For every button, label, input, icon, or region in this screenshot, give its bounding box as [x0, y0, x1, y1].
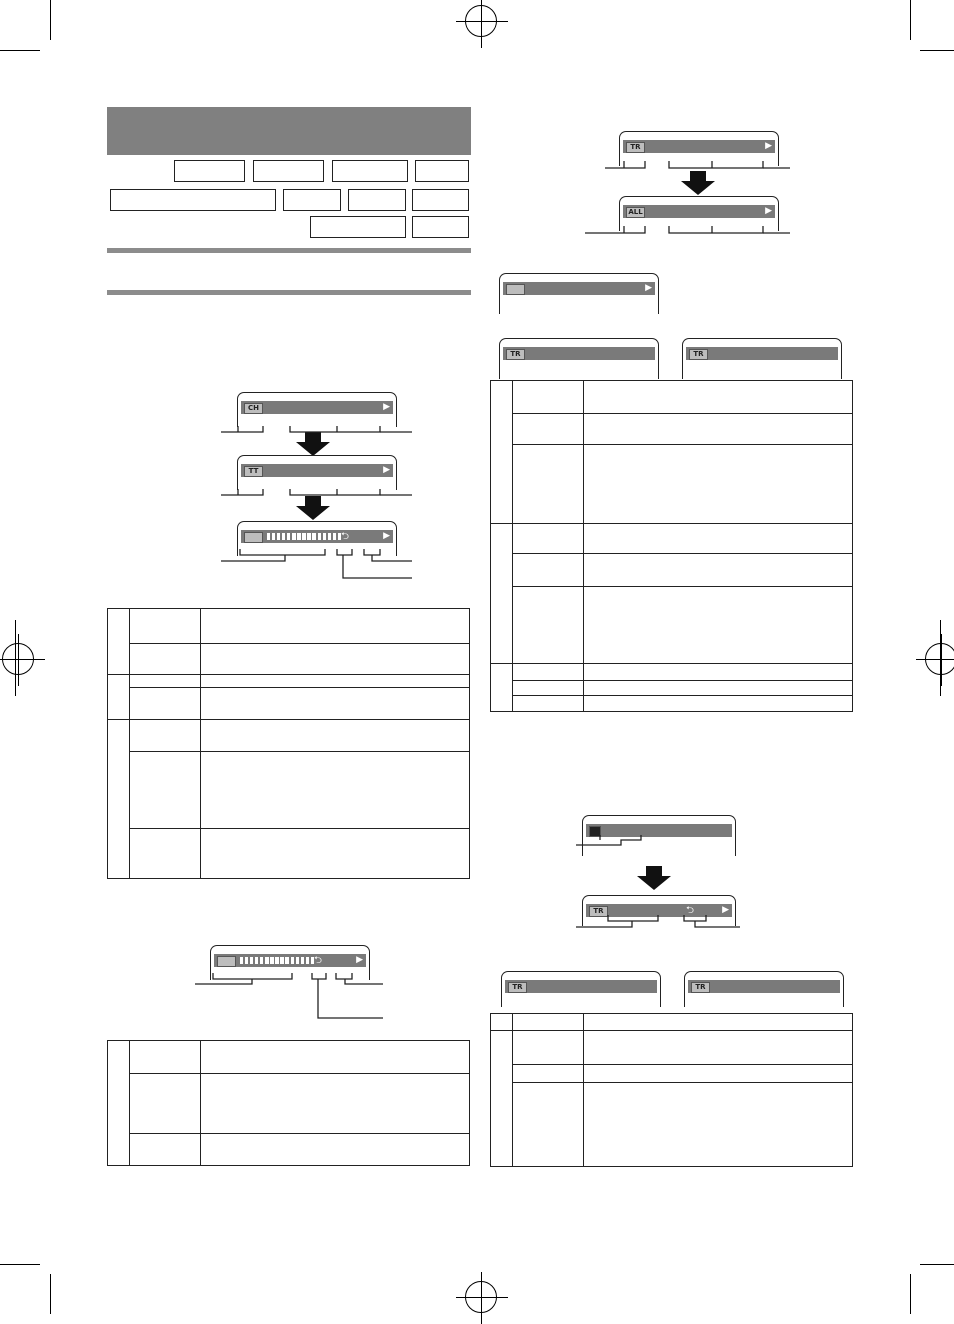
- play-icon: ▶: [383, 465, 390, 475]
- title-icon: TT: [244, 466, 263, 477]
- info-table-4: [490, 1013, 853, 1167]
- repeat-icon: ⮌: [314, 955, 323, 966]
- track-icon: TR: [691, 982, 710, 993]
- chapter-icon: CH: [244, 403, 263, 414]
- repeat-icon: ⮌: [686, 905, 695, 916]
- track-icon: TR: [626, 142, 645, 153]
- info-table-1: [107, 608, 470, 879]
- info-table-2: [107, 1040, 470, 1166]
- play-icon: ▶: [765, 141, 772, 151]
- track-icon: TR: [589, 906, 608, 917]
- all-icon: ALL: [626, 207, 645, 218]
- track-icon: TR: [506, 349, 525, 360]
- play-icon: ▶: [383, 402, 390, 412]
- play-icon: ▶: [383, 531, 390, 541]
- repeat-icon: ⮌: [341, 531, 350, 542]
- play-icon: ▶: [765, 206, 772, 216]
- track-icon: TR: [689, 349, 708, 360]
- play-icon: ▶: [645, 283, 652, 293]
- play-icon: ▶: [722, 905, 729, 915]
- play-icon: ▶: [356, 955, 363, 965]
- track-icon: TR: [508, 982, 527, 993]
- info-table-3: [490, 380, 853, 712]
